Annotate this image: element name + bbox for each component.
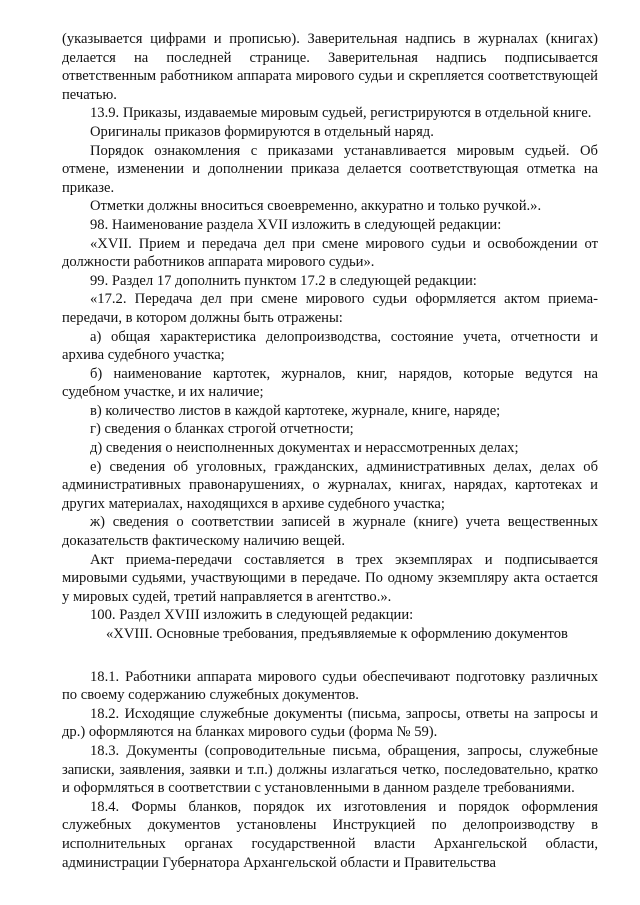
paragraph-13-9: 13.9. Приказы, издаваемые мировым судьей, регистрируются в отдельной книге. (90, 105, 592, 122)
section-xviii-heading: «XVIII. Основные требования, предъявляемые к оформлению документов (106, 626, 568, 642)
document-page (62, 30, 598, 872)
paragraph-100: 100. Раздел XVIII изложить в следующей редакции: (90, 607, 414, 624)
paragraph-orders-originals: Оригиналы приказов формируются в отдельный наряд. (90, 123, 434, 140)
paragraph-section-xvii-title: «XVII. Прием и передача дел при смене мирового судьи и освобождении от должности работников аппарата мирового судьи». (62, 235, 598, 271)
list-item-e: е) сведения об уголовных, гражданских, административных делах, делах об административных правонарушениях, о журналах, книгах, нарядах, картотеках и других материалах, находящихся в архиве судебного участка; (62, 458, 598, 512)
paragraph-18-4: 18.4. Формы бланков, порядок их изготовления и порядок оформления служебных документов установлены Инструкцией по делопроизводству в исполнительных органах государственной власти Архангельской области, администрации Губернатора Архангельской области и Правительства (62, 798, 598, 871)
list-item-v: в) количество листов в каждой картотеке, журнале, книге, наряде; (90, 402, 501, 419)
paragraph-marks: Отметки должны вноситься своевременно, аккуратно и только ручкой.». (90, 198, 542, 215)
paragraph-18-1: 18.1. Работники аппарата мирового судьи обеспечивают подготовку различных по своему содержанию служебных документов. (62, 668, 598, 704)
paragraph-18-3: 18.3. Документы (сопроводительные письма, обращения, запросы, служебные записки, заявления, заявки и т.п.) должны излагаться четко, последовательно, кратко и оформляться в соответствии с установленными в данном разделе требованиями. (62, 742, 598, 797)
list-item-g: г) сведения о бланках строгой отчетности; (90, 421, 354, 438)
list-item-a: а) общая характеристика делопроизводства, состояние учета, отчетности и архива судебного участка; (62, 328, 598, 364)
list-item-d: д) сведения о неисполненных документах и нерассмотренных делах; (90, 440, 519, 457)
paragraph-18-2: 18.2. Исходящие служебные документы (письма, запросы, ответы на запросы и др.) оформляются на бланках мирового судьи (форма № 59). (62, 705, 598, 741)
list-item-b: б) наименование картотек, журналов, книг, нарядов, которые ведутся на судебном участке, и их наличие; (62, 365, 598, 401)
paragraph-orders-familiarization: Порядок ознакомления с приказами устанавливается мировым судьей. Об отмене, изменении и дополнении приказа делается соответствующая отметка на приказе. (62, 142, 598, 196)
list-item-zh: ж) сведения о соответствии записей в журнале (книге) учета вещественных доказательств фактическому наличию вещей. (62, 514, 598, 550)
paragraph-99: 99. Раздел 17 дополнить пунктом 17.2 в следующей редакции: (90, 272, 477, 289)
paragraph-certification-note: (указывается цифрами и прописью). Заверительная надпись в журналах (книгах) делается на последней странице. Заверительная надпись подписывается ответственным работником аппарата мирового судьи и скрепляется соответствующей печатью. (62, 31, 598, 103)
paragraph-98: 98. Наименование раздела XVII изложить в следующей редакции: (90, 216, 502, 233)
paragraph-17-2: «17.2. Передача дел при смене мирового судьи оформляется актом приема-передачи, в котором должны быть отражены: (62, 291, 598, 326)
paragraph-transfer-act: Акт приема-передачи составляется в трех экземплярах и подписывается мировыми судьями, участвующими в передаче. По одному экземпляру акта остается у мировых судей, третий направляется в агентство.». (62, 551, 598, 605)
